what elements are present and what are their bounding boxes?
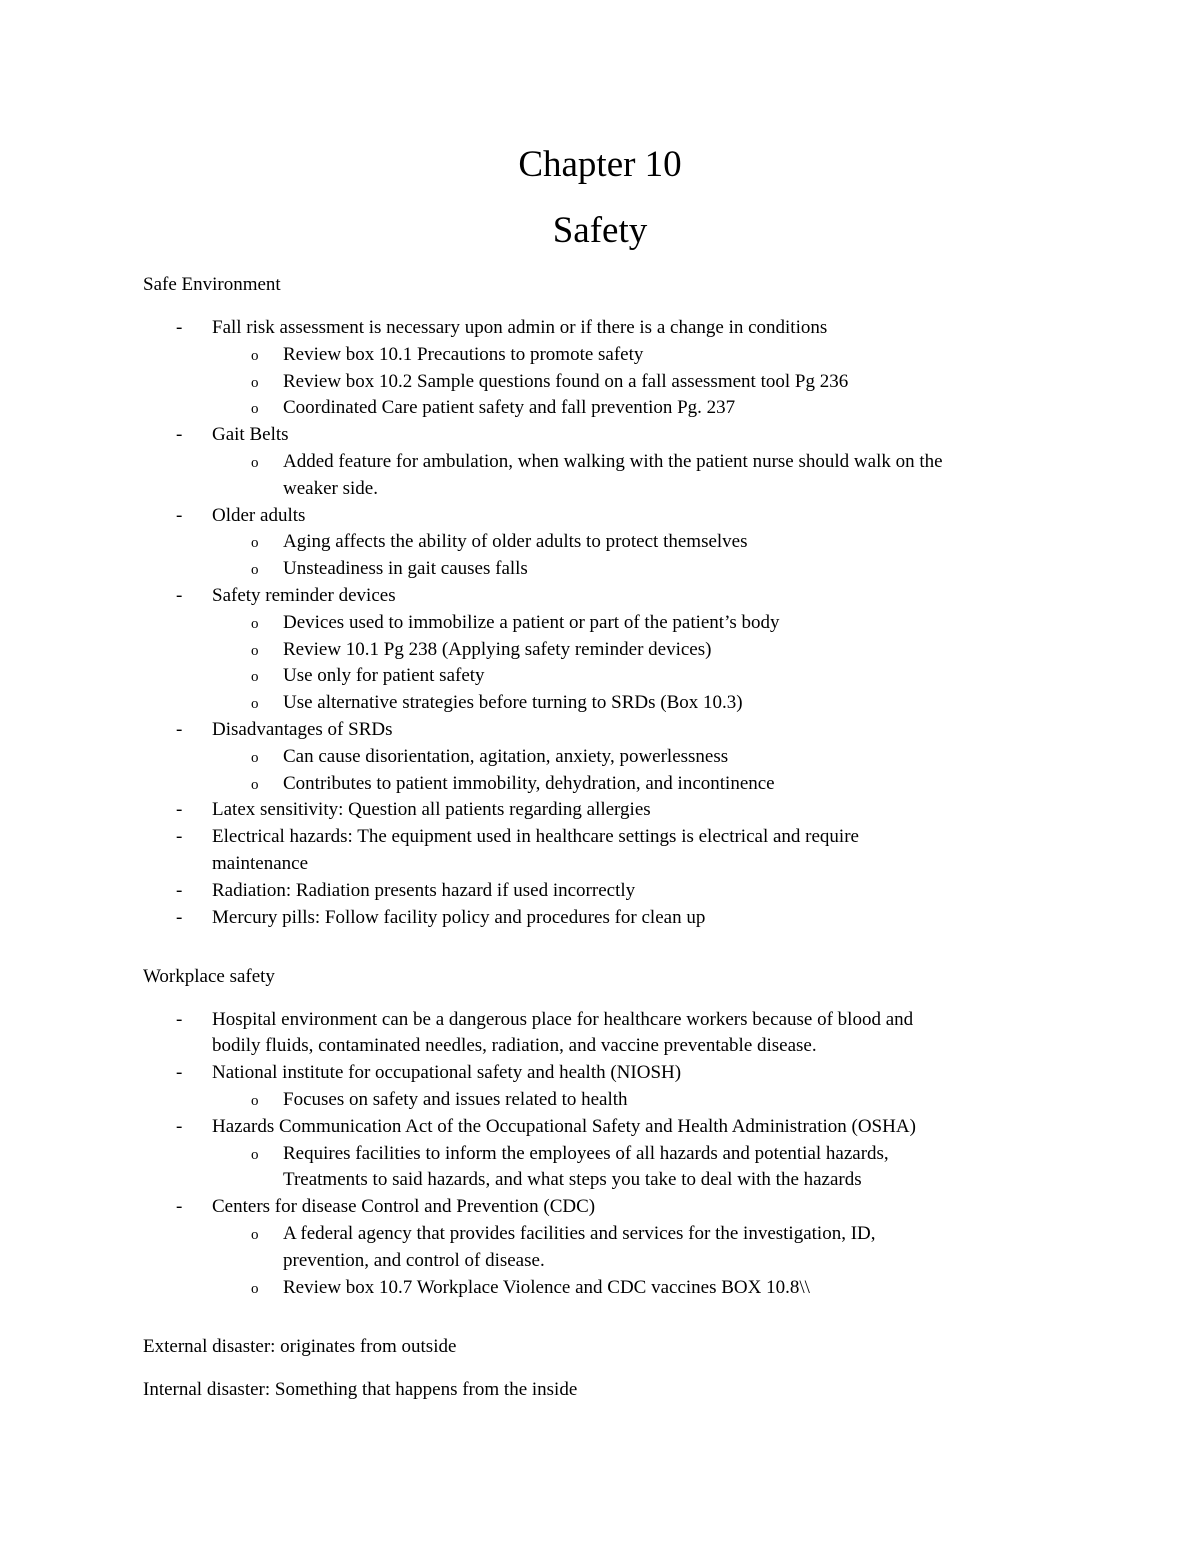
sub-list-item: Contributes to patient immobility, dehydration, and incontinence [283, 772, 775, 794]
sub-list-item: Coordinated Care patient safety and fall prevention Pg. 237 [283, 397, 736, 419]
sub-list-item: A federal agency that provides facilities and services for the investigation, ID, [283, 1223, 876, 1244]
bullet-dash: - [176, 1196, 183, 1218]
bullet-o: o [251, 455, 259, 471]
section-heading: Workplace safety [143, 965, 275, 987]
bullet-o: o [251, 749, 259, 766]
bullet-o: o [251, 642, 259, 659]
sub-list-item: prevention, and control of disease. [283, 1249, 545, 1271]
bullet-dash: - [176, 1062, 183, 1084]
bullet-dash: - [176, 504, 183, 526]
list-item: Mercury pills: Follow facility policy and procedures for clean up [212, 906, 706, 928]
paragraph: External disaster: originates from outside [143, 1335, 457, 1357]
bullet-dash: - [176, 1008, 183, 1030]
list-item: Disadvantages of SRDs [212, 719, 393, 740]
bullet-o: o [251, 374, 259, 391]
list-item: Safety reminder devices [212, 585, 396, 606]
sub-list-item: Aging affects the ability of older adults to protect themselves [283, 531, 748, 553]
sub-list-item: Unsteadiness in gait causes falls [283, 558, 528, 580]
bullet-o: o [251, 669, 259, 686]
list-item: Older adults [212, 504, 306, 526]
bullet-dash: - [176, 879, 183, 901]
sub-list-item: Can cause disorientation, agitation, anxiety, powerlessness [283, 745, 729, 767]
bullet-dash: - [176, 585, 183, 606]
list-item: Radiation: Radiation presents hazard if used incorrectly [212, 879, 636, 901]
sub-list-item: Treatments to said hazards, and what steps you take to deal with the hazards [283, 1169, 862, 1191]
bullet-o: o [251, 347, 259, 364]
bullet-o: o [251, 615, 259, 632]
list-item: bodily fluids, contaminated needles, radiation, and vaccine preventable disease. [212, 1035, 817, 1057]
list-item: maintenance [212, 853, 309, 874]
list-item: Fall risk assessment is necessary upon admin or if there is a change in conditions [212, 317, 828, 338]
sub-list-item: weaker side. [283, 477, 378, 499]
sub-list-item: Review box 10.1 Precautions to promote safety [283, 343, 644, 365]
bullet-dash: - [176, 317, 183, 338]
chapter-subtitle: Safety [552, 210, 648, 251]
sub-list-item: Use only for patient safety [283, 665, 485, 687]
bullet-o: o [251, 776, 259, 793]
sub-list-item: Review 10.1 Pg 238 (Applying safety reminder devices) [283, 638, 712, 660]
sub-list-item: Requires facilities to inform the employees of all hazards and potential hazards, [283, 1142, 889, 1164]
bullet-o: o [251, 401, 259, 418]
list-item: National institute for occupational safety and health (NIOSH) [212, 1062, 682, 1084]
sub-list-item: Added feature for ambulation, when walking with the patient nurse should walk on the [283, 451, 943, 472]
list-item: Hospital environment can be a dangerous place for healthcare workers because of blood and [212, 1008, 914, 1030]
bullet-dash: - [176, 799, 183, 821]
list-item: Latex sensitivity: Question all patients regarding allergies [212, 799, 651, 821]
sub-list-item: Devices used to immobilize a patient or part of the patient’s body [283, 611, 780, 633]
sub-list-item: Focuses on safety and issues related to health [283, 1089, 628, 1110]
bullet-o: o [251, 1227, 259, 1243]
bullet-dash: - [176, 1115, 183, 1137]
section-heading: Safe Environment [143, 274, 281, 295]
bullet-dash: - [176, 906, 183, 928]
bullet-o: o [251, 696, 259, 713]
paragraph: Internal disaster: Something that happens from the inside [143, 1378, 578, 1400]
chapter-title: Chapter 10 [518, 144, 682, 185]
bullet-o: o [251, 1280, 259, 1297]
list-item: Gait Belts [212, 424, 289, 446]
bullet-o: o [251, 562, 259, 579]
bullet-o: o [251, 1146, 259, 1163]
list-item: Electrical hazards: The equipment used in healthcare settings is electrical and require [212, 826, 859, 848]
list-item: Hazards Communication Act of the Occupational Safety and Health Administration (OSHA) [212, 1115, 916, 1137]
sub-list-item: Review box 10.2 Sample questions found on a fall assessment tool Pg 236 [283, 370, 849, 392]
bullet-dash: - [176, 719, 183, 740]
bullet-dash: - [176, 424, 183, 446]
sub-list-item: Review box 10.7 Workplace Violence and CDC vaccines BOX 10.8\\ [283, 1276, 810, 1298]
list-item: Centers for disease Control and Prevention (CDC) [212, 1196, 596, 1218]
bullet-dash: - [176, 826, 183, 848]
sub-list-item: Use alternative strategies before turning to SRDs (Box 10.3) [283, 692, 743, 714]
bullet-o: o [251, 535, 259, 552]
bullet-o: o [251, 1093, 259, 1109]
